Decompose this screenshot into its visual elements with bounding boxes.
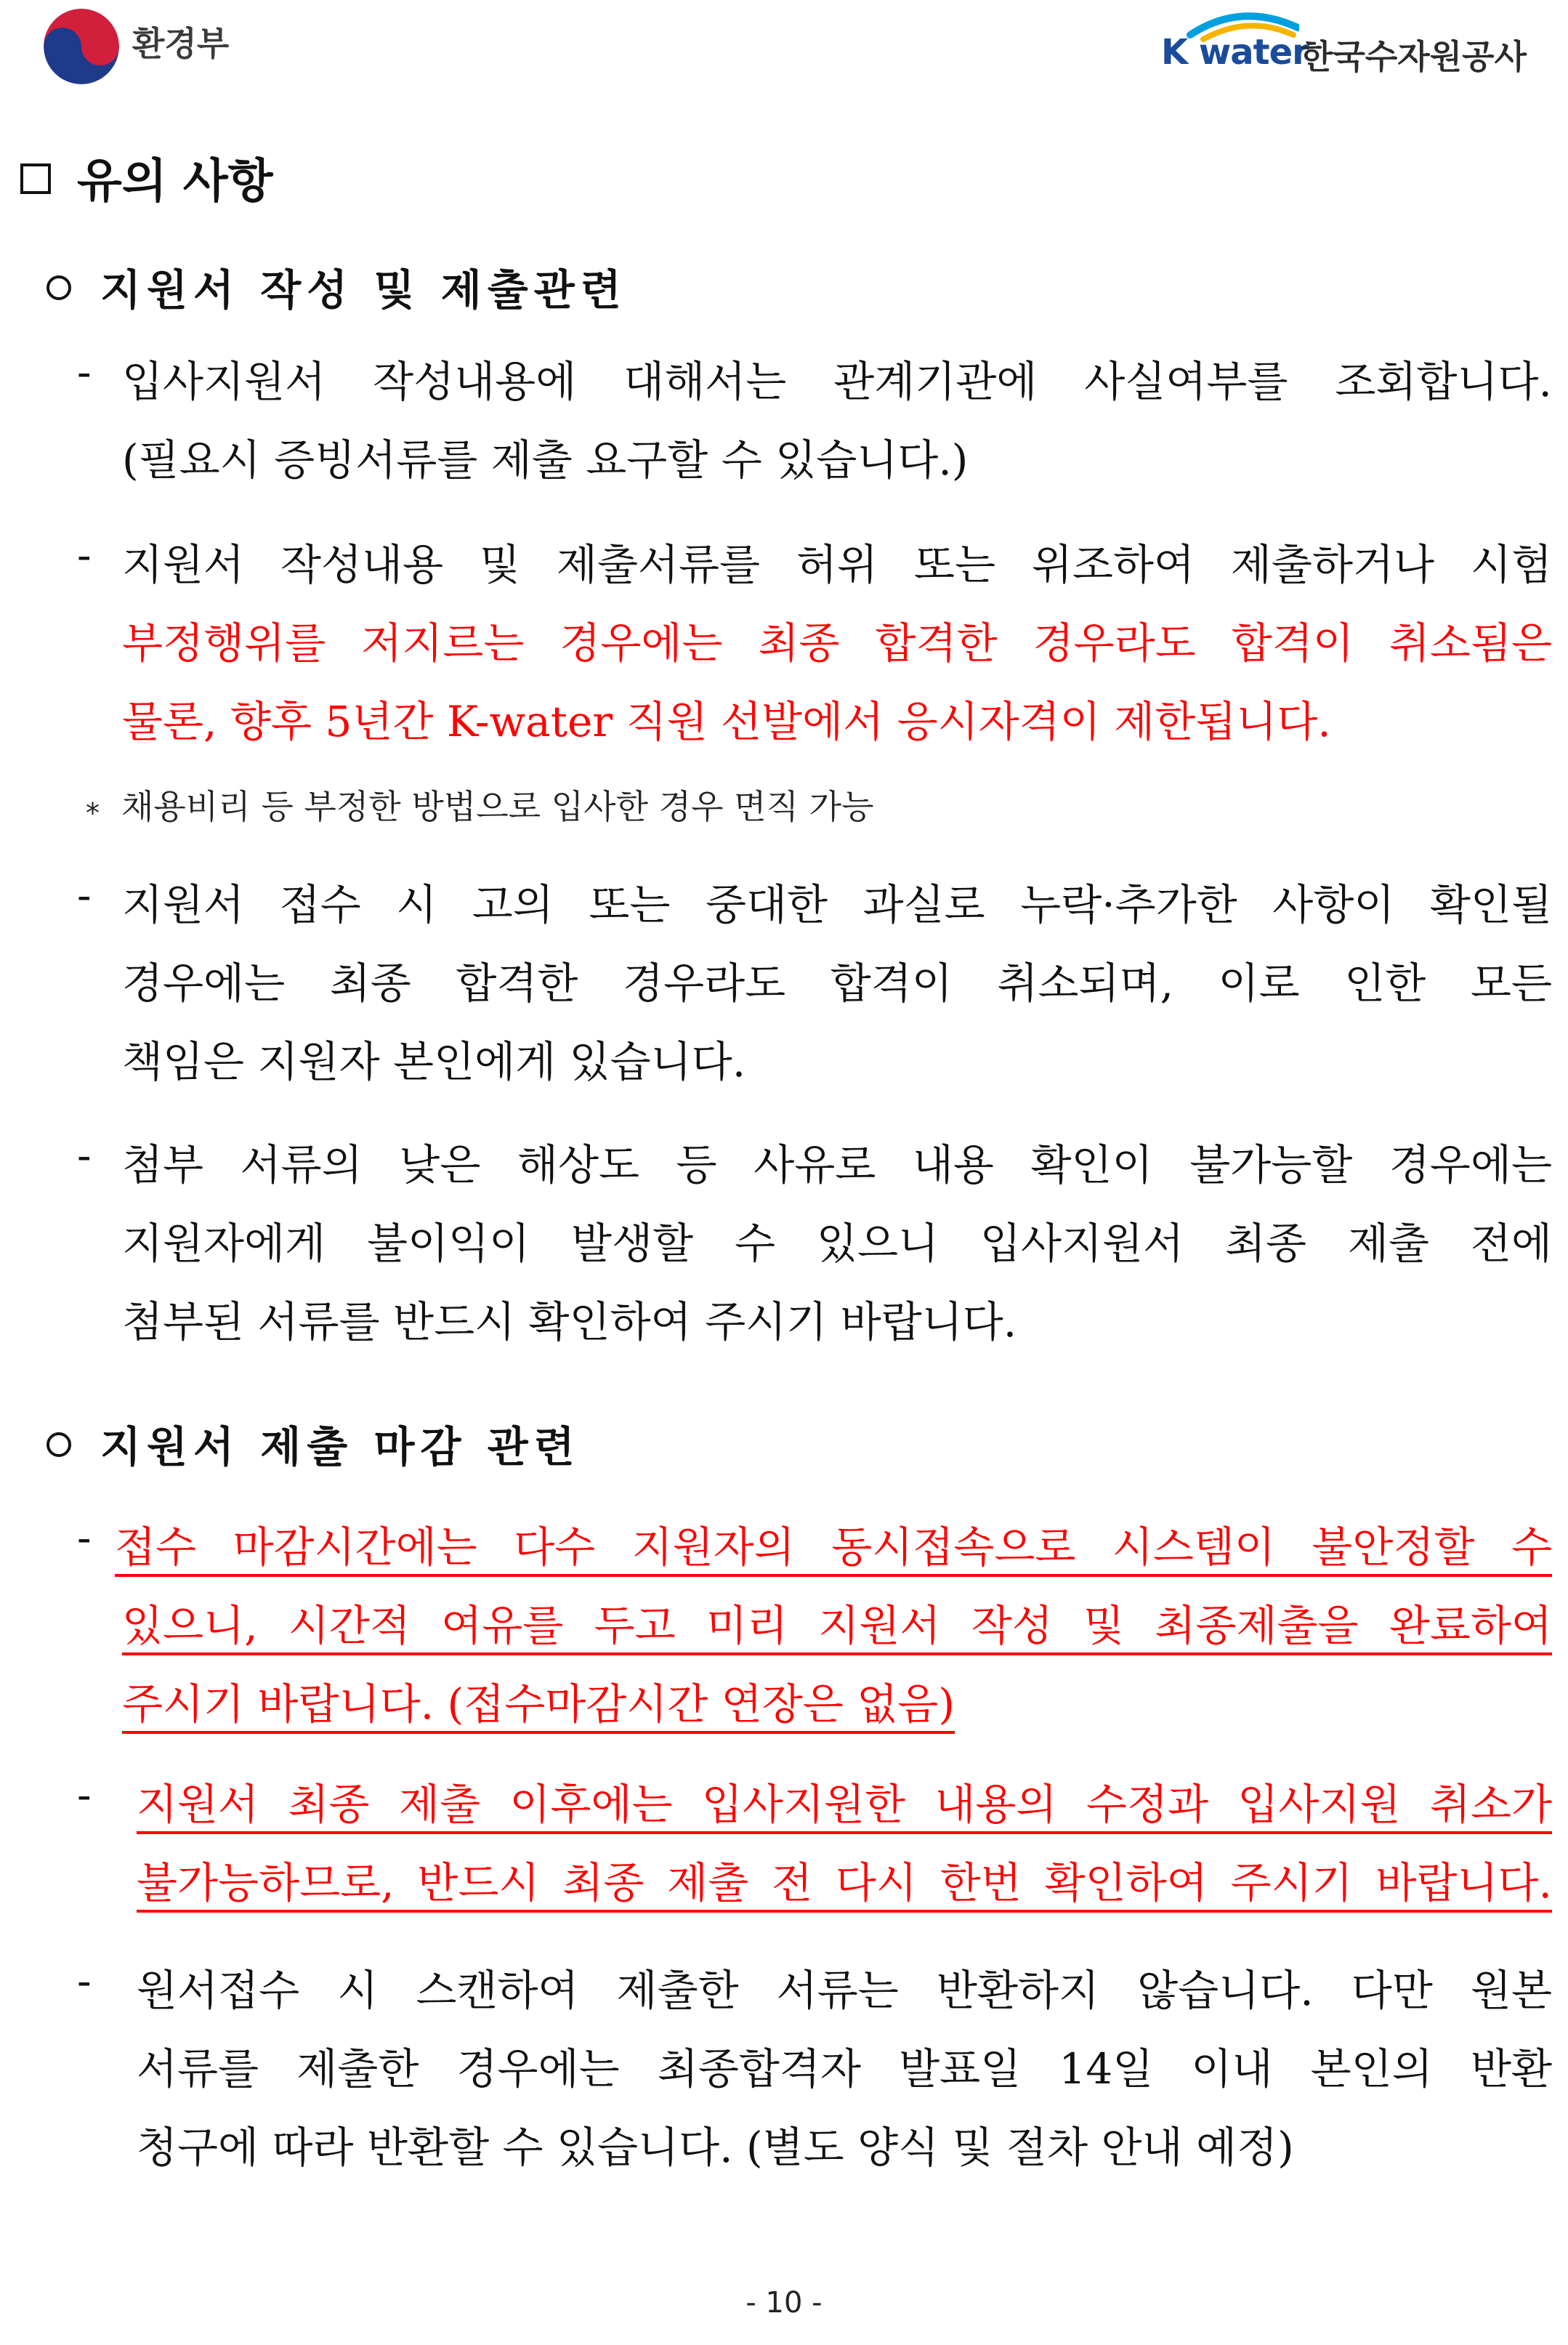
paragraph-line-highlight: 접수 마감시간에는 다수 지원자의 동시접속으로 시스템이 불안정할 수 [115, 1513, 1552, 1577]
paragraph-line: 첨부된 서류를 반드시 확인하여 주시기 바랍니다. [122, 1297, 1017, 1347]
subsection-title-1 [47, 256, 627, 317]
paragraph-line-highlight: 부정행위를 저지르는 경우에는 최종 합격한 경우라도 합격이 취소됨은 [122, 618, 1552, 668]
paragraph-line: 지원서 접수 시 고의 또는 중대한 과실로 누락·추가한 사항이 확인될 [122, 880, 1552, 929]
dash-bullet: - [77, 871, 92, 920]
paragraph-line-highlight: 있으니, 시간적 여유를 두고 미리 지원서 작성 및 최종제출을 완료하여 [122, 1591, 1552, 1655]
footnote [86, 780, 874, 829]
paragraph-line-highlight: 지원서 최종 제출 이후에는 입사지원한 내용의 수정과 입사지원 취소가 [137, 1770, 1552, 1834]
ministry-name: 환경부 [132, 24, 230, 63]
paragraph-line: 원서접수 시 스캔하여 제출한 서류는 반환하지 않습니다. 다만 원본 [137, 1966, 1552, 2015]
paragraph-line: 첨부 서류의 낮은 해상도 등 사유로 내용 확인이 불가능할 경우에는 [122, 1140, 1552, 1190]
paragraph-line-highlight: 주시기 바랍니다. (접수마감시간 연장은 없음) [122, 1670, 955, 1734]
paragraph-line: 서류를 제출한 경우에는 최종합격자 발표일 14일 이내 본인의 반환 [137, 2044, 1552, 2094]
paragraph-line-highlight: 물론, 향후 5년간 K-water 직원 선발에서 응시자격이 제한됩니다. [122, 697, 1331, 746]
kwater-wordmark: K water [1161, 32, 1309, 73]
subsection-title-text: 지원서 제출 마감 관련 [100, 1422, 581, 1472]
ministry-logo-icon [42, 7, 121, 86]
subsection-title-2 [47, 1413, 581, 1474]
section-title-text: 유의 사항 [77, 155, 273, 209]
square-bullet-icon [20, 164, 51, 194]
paragraph-line: 경우에는 최종 합격한 경우라도 합격이 취소되며, 이로 인한 모든 [122, 958, 1552, 1008]
dash-bullet: - [77, 1513, 92, 1562]
org-name: 한국수자원공사 [1301, 37, 1527, 76]
paragraph-line: 청구에 따라 반환할 수 있습니다. (별도 양식 및 절차 안내 예정) [137, 2123, 1294, 2172]
paragraph-line: 책임은 지원자 본인에게 있습니다. [122, 1037, 746, 1086]
asterisk-icon: * [86, 797, 100, 829]
page-number: - 10 - [745, 2286, 823, 2320]
dash-bullet: - [77, 530, 92, 580]
subsection-title-text: 지원서 작성 및 제출관련 [100, 265, 627, 315]
dash-bullet: - [77, 1131, 92, 1180]
dash-bullet: - [77, 347, 92, 397]
paragraph-line: 입사지원서 작성내용에 대해서는 관계기관에 사실여부를 조회합니다. [122, 357, 1552, 406]
paragraph-line: (필요시 증빙서류를 제출 요구할 수 있습니다.) [122, 435, 969, 485]
circle-bullet-icon [47, 275, 71, 300]
paragraph-line: 지원자에게 불이익이 발생할 수 있으니 입사지원서 최종 제출 전에 [122, 1219, 1552, 1268]
dash-bullet: - [77, 1956, 92, 2006]
dash-bullet: - [77, 1770, 92, 1820]
footnote-text: 채용비리 등 부정한 방법으로 입사한 경우 면직 가능 [121, 787, 874, 826]
paragraph-line: 지원서 작성내용 및 제출서류를 허위 또는 위조하여 제출하거나 시험 [122, 540, 1552, 589]
section-title [20, 144, 273, 211]
paragraph-line-highlight: 불가능하므로, 반드시 최종 제출 전 다시 한번 확인하여 주시기 바랍니다. [137, 1849, 1552, 1913]
circle-bullet-icon [47, 1432, 71, 1457]
